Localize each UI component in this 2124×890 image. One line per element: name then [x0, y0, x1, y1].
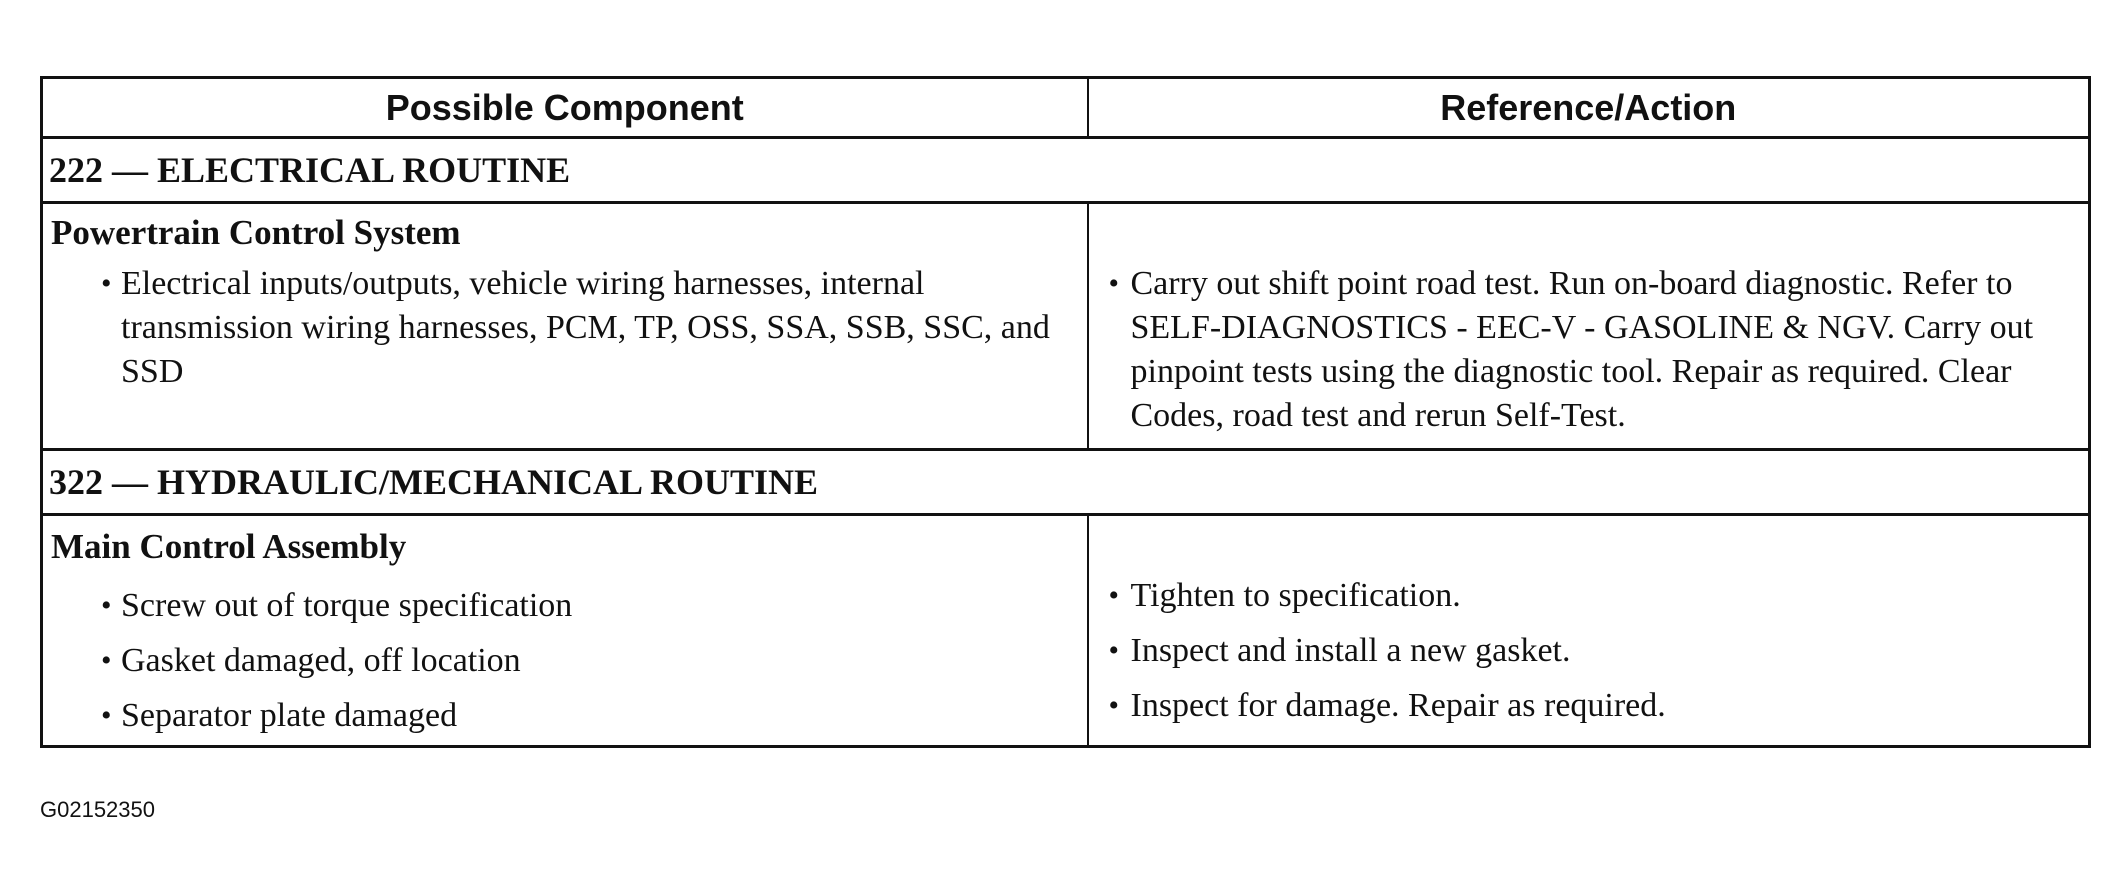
list-item-text: Screw out of torque specification	[121, 587, 573, 624]
bullet-icon: •	[101, 267, 112, 300]
group-title-powertrain: Powertrain Control System	[51, 213, 461, 252]
list-item	[1089, 568, 2089, 623]
header-row	[42, 78, 2090, 138]
table-row-powertrain	[42, 203, 2090, 450]
diagnostic-table	[40, 76, 2091, 748]
action-cell	[1088, 515, 2090, 747]
component-cell	[42, 203, 1088, 450]
header-reference-action: Reference/Action	[1088, 78, 2090, 138]
bullet-icon: •	[101, 644, 112, 677]
list-item	[43, 262, 1087, 394]
action-list	[1089, 568, 2089, 733]
bullet-icon: •	[101, 699, 112, 732]
list-item	[1089, 623, 2089, 678]
section-row-hydraulic	[42, 450, 2090, 515]
list-item	[43, 578, 1087, 633]
bullet-icon: •	[1108, 689, 1120, 722]
list-item	[43, 688, 1087, 743]
section-title-electrical: 222 — ELECTRICAL ROUTINE	[42, 138, 2090, 203]
list-item-text: Carry out shift point road test. Run on-board diagnostic. Refer to SELF-DIAGNOSTICS - EEC-V - GASOLINE & NGV. Carry out pinpoint tests using the diagnostic tool. Repair as required. Clear Codes, road test and rerun Self-Test.	[1130, 265, 2034, 434]
bullet-icon: •	[101, 589, 112, 622]
bullet-icon: •	[1108, 634, 1120, 667]
list-item-text: Inspect for damage. Repair as required.	[1130, 687, 1666, 724]
component-list	[43, 262, 1087, 394]
action-cell	[1088, 203, 2090, 450]
component-cell	[42, 515, 1088, 747]
list-item-text: Inspect and install a new gasket.	[1130, 632, 1571, 669]
list-item	[1089, 678, 2089, 733]
action-list	[1089, 262, 2089, 438]
figure-id-label: G02152350	[40, 797, 155, 822]
bullet-icon: •	[1108, 579, 1120, 612]
section-row-electrical	[42, 138, 2090, 203]
component-list	[43, 578, 1087, 743]
bullet-icon: •	[1108, 267, 1120, 300]
group-title-main-control: Main Control Assembly	[51, 527, 407, 566]
table-row-main-control	[42, 515, 2090, 747]
list-item-text: Tighten to specification.	[1130, 577, 1461, 614]
list-item-text: Gasket damaged, off location	[121, 642, 521, 679]
section-title-hydraulic: 322 — HYDRAULIC/MECHANICAL ROUTINE	[42, 450, 2090, 515]
list-item	[43, 633, 1087, 688]
header-possible-component: Possible Component	[42, 78, 1088, 138]
list-item-text: Electrical inputs/outputs, vehicle wiring harnesses, internal transmission wiring harnesses, PCM, TP, OSS, SSA, SSB, SSC, and SSD	[121, 265, 1050, 390]
list-item-text: Separator plate damaged	[121, 697, 458, 734]
list-item	[1089, 262, 2089, 438]
